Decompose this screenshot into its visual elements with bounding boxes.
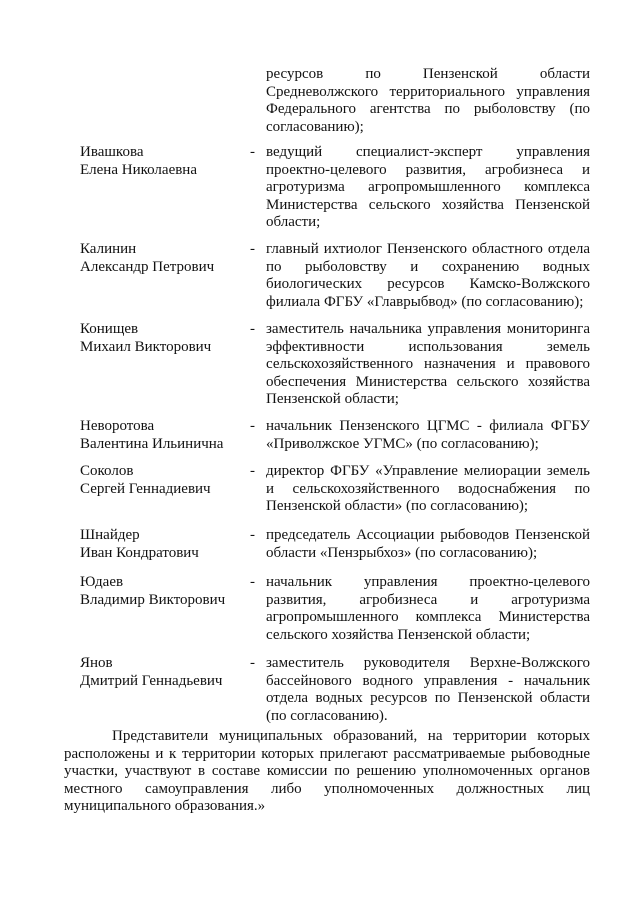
member-first-names: Сергей Геннадиевич xyxy=(80,480,211,497)
member-name xyxy=(80,655,245,690)
member-role: главный ихтиолог Пензенского областного отдела по рыболовству и сохранению водных биологических ресурсов Камско-Волжского филиала ФГБУ «Главрыбвод» (по согласованию); xyxy=(266,241,590,310)
member-last-name: Юдаев xyxy=(80,574,124,590)
member-dash: - xyxy=(250,418,255,434)
member-name xyxy=(80,463,245,498)
member-name xyxy=(80,418,245,453)
member-dash: - xyxy=(250,241,255,257)
member-first-names: Владимир Викторович xyxy=(80,591,226,608)
member-dash: - xyxy=(250,321,255,337)
member-role: директор ФГБУ «Управление мелиорации земель и сельскохозяйственного водоснабжения по Пензенской области» (по согласованию); xyxy=(266,463,590,514)
continuation-text: ресурсов по Пензенской области Средневолжского территориального управления Федерального агентства по рыболовству (по согласованию); xyxy=(266,66,590,135)
member-role: председатель Ассоциации рыбоводов Пензенской области «Пензрыбхоз» (по согласованию); xyxy=(266,527,590,561)
member-dash: - xyxy=(250,144,255,160)
member-dash: - xyxy=(250,574,255,590)
member-first-names: Елена Николаевна xyxy=(80,161,197,178)
member-first-names: Михаил Викторович xyxy=(80,338,212,355)
member-last-name: Конищев xyxy=(80,321,139,337)
member-name xyxy=(80,574,245,609)
member-last-name: Ивашкова xyxy=(80,144,144,160)
member-last-name: Янов xyxy=(80,655,113,671)
closing-paragraph: Представители муниципальных образований, на территории которых расположены и к территории которых прилегают рассматриваемые рыбоводные участки, участвуют в составе комиссии по решению уполномоченных органов местного самоуправления либо уполномоченных должностных лиц муниципального образования.» xyxy=(64,728,590,814)
member-first-names: Иван Кондратович xyxy=(80,544,199,561)
member-dash: - xyxy=(250,527,255,543)
member-first-names: Валентина Ильинична xyxy=(80,435,224,452)
member-last-name: Соколов xyxy=(80,463,134,479)
member-role: заместитель начальника управления мониторинга эффективности использования земель сельскохозяйственного назначения и правового обеспечения Министерства сельского хозяйства Пензенской области; xyxy=(266,321,590,407)
member-last-name: Неворотова xyxy=(80,418,155,434)
member-role: начальник Пензенского ЦГМС - филиала ФГБУ «Приволжское УГМС» (по согласованию); xyxy=(266,418,590,452)
member-dash: - xyxy=(250,655,255,671)
member-dash: - xyxy=(250,463,255,479)
member-last-name: Калинин xyxy=(80,241,137,257)
member-role: начальник управления проектно-целевого развития, агробизнеса и агротуризма агропромышленного комплекса Министерства сельского хозяйства Пензенской области; xyxy=(266,574,590,643)
member-last-name: Шнайдер xyxy=(80,527,140,543)
member-name xyxy=(80,527,245,562)
member-role: заместитель руководителя Верхне-Волжского бассейнового водного управления - начальник отдела водных ресурсов по Пензенской области (по согласованию). xyxy=(266,655,590,724)
member-name xyxy=(80,321,245,356)
member-first-names: Александр Петрович xyxy=(80,258,215,275)
member-name xyxy=(80,144,245,179)
member-name xyxy=(80,241,245,276)
member-first-names: Дмитрий Геннадьевич xyxy=(80,672,223,689)
member-role: ведущий специалист-эксперт управления проектно-целевого развития, агробизнеса и агротуризма агропромышленного комплекса Министерства сельского хозяйства Пензенской области; xyxy=(266,144,590,230)
